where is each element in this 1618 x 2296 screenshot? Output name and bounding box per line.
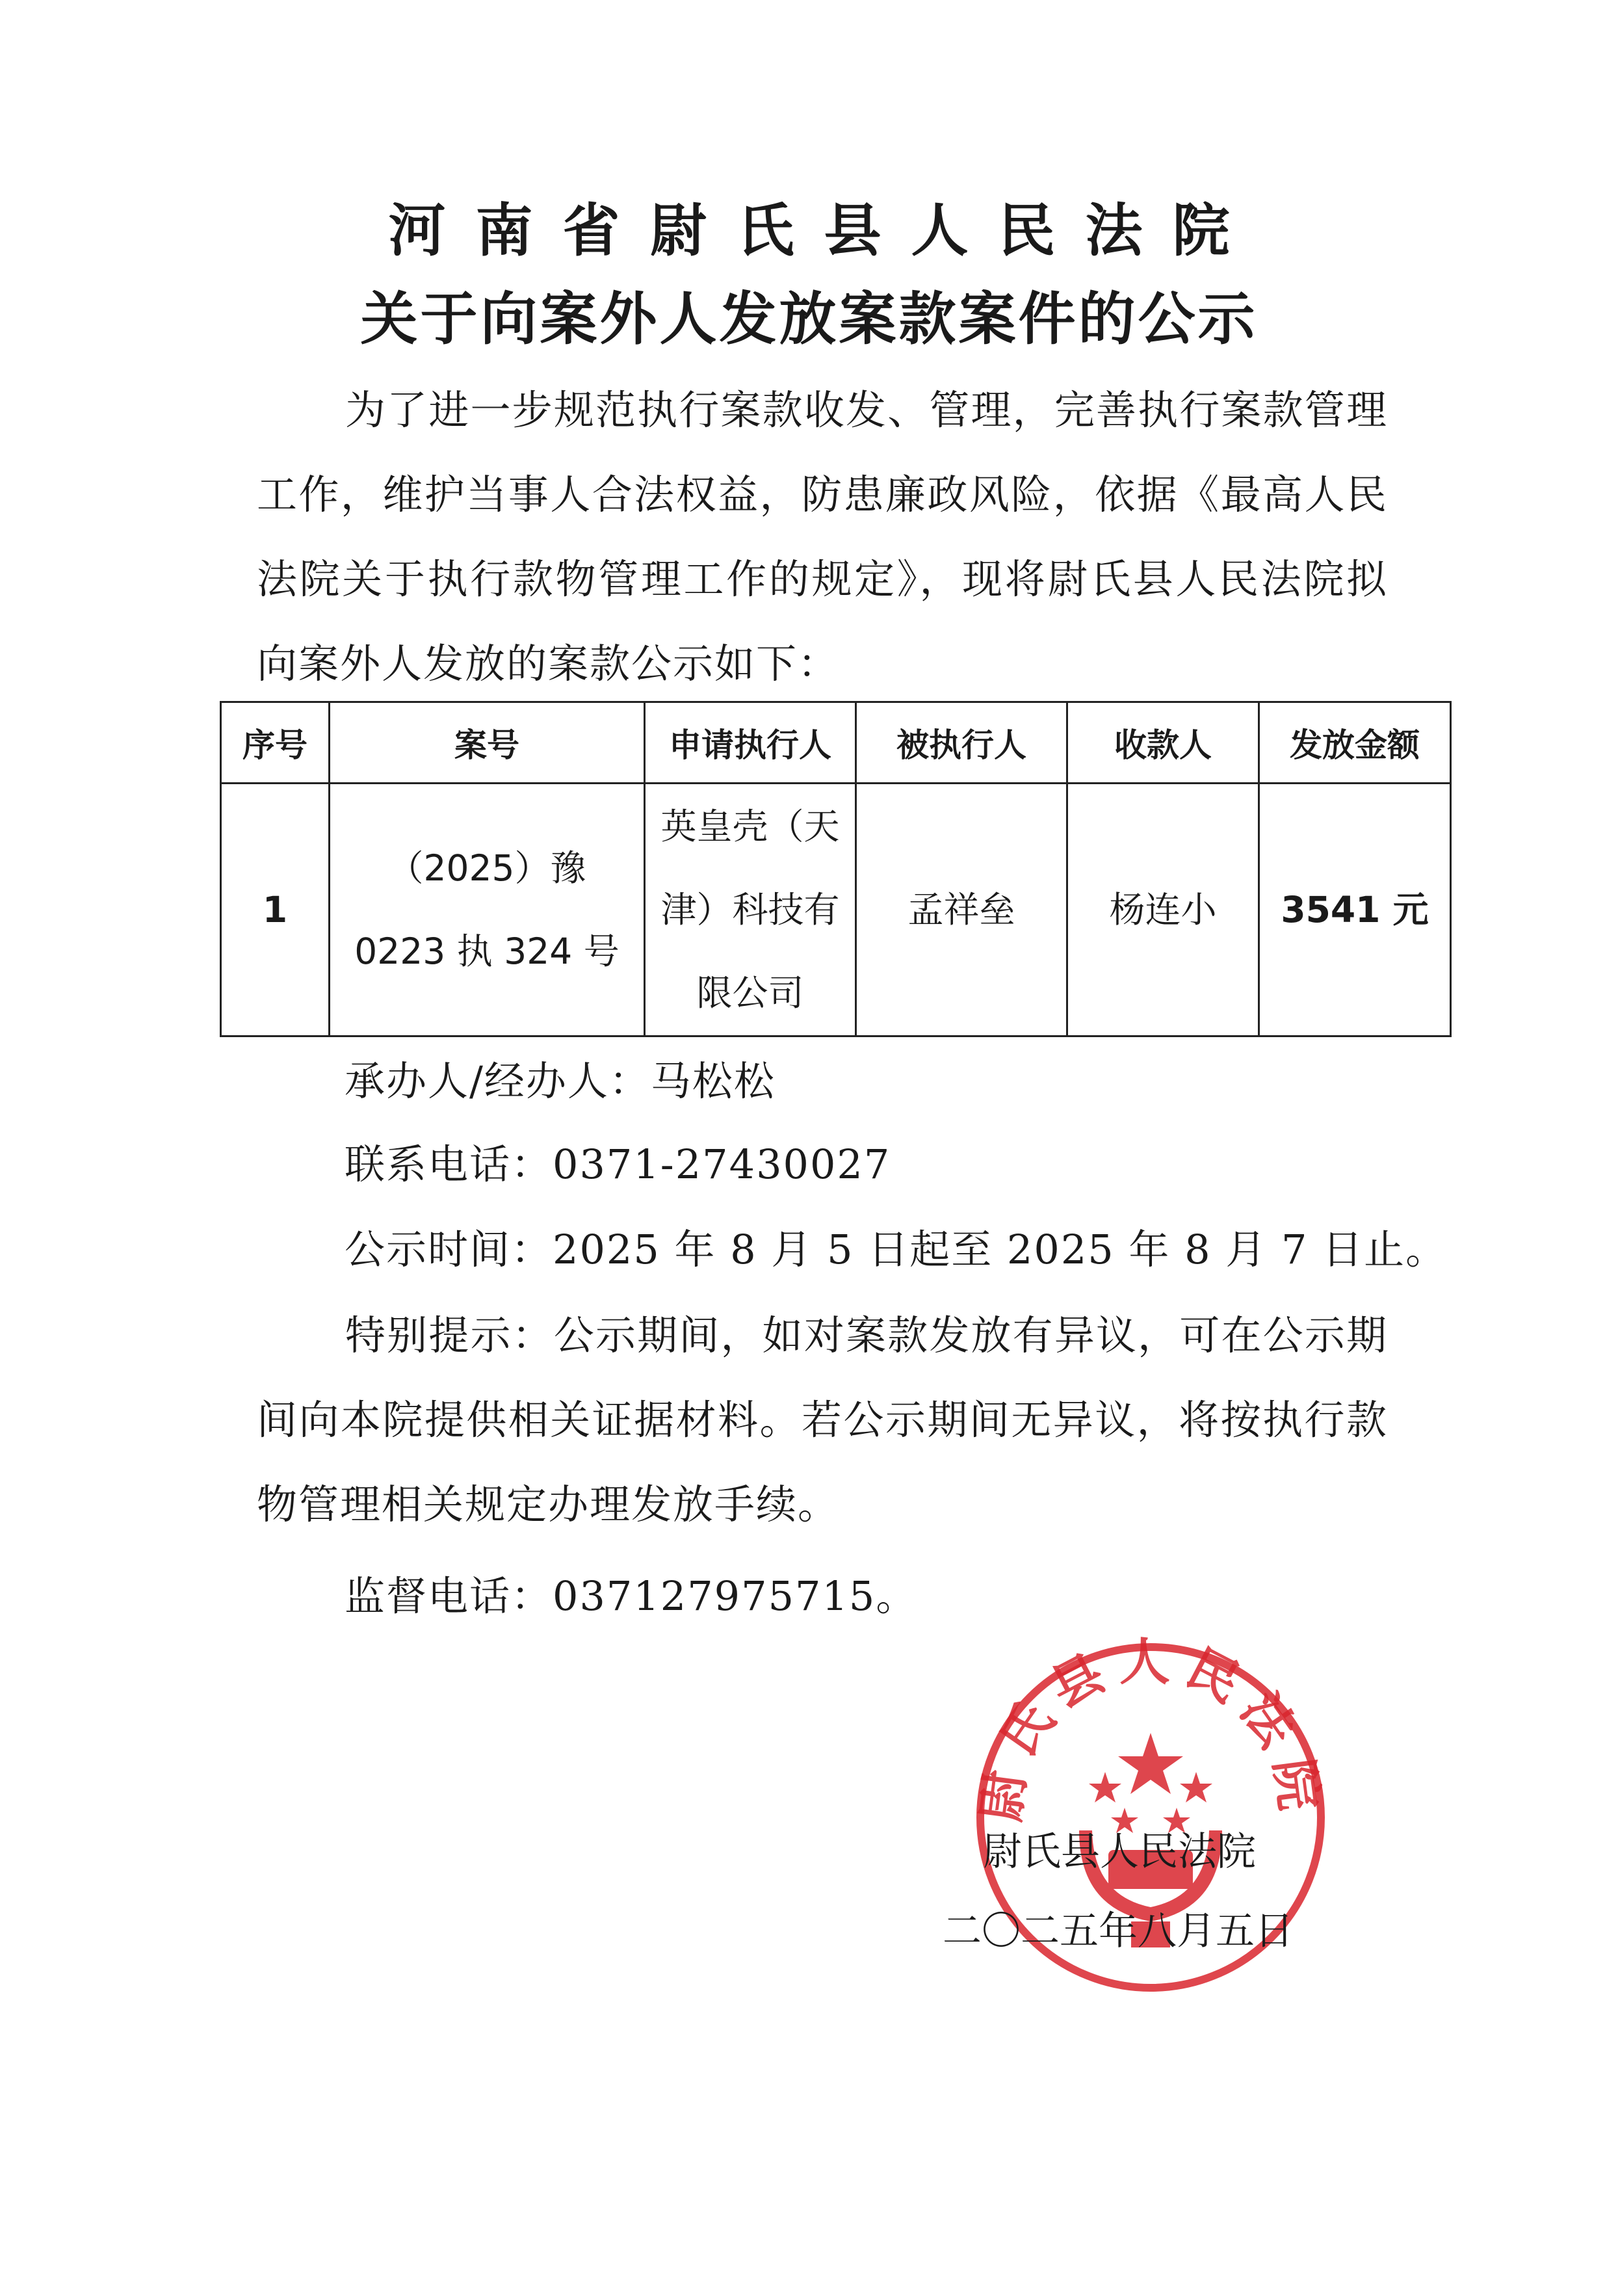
signature-court: 尉氏县人民法院 <box>983 1829 1256 1875</box>
cell-applicant: 英皇壳（天津）科技有限公司 <box>645 784 856 1036</box>
cell-case-no: （2025）豫 0223 执 324 号 <box>330 784 645 1036</box>
cell-respondent: 孟祥垒 <box>856 784 1067 1036</box>
title-line-1: 河南省尉氏县人民法院 <box>388 197 1260 264</box>
header-case-no: 案号 <box>330 702 645 784</box>
phone-line: 联系电话：0371-27430027 <box>345 1141 891 1188</box>
seal-text: 尉氏县人民法院 <box>972 1635 1329 1825</box>
header-respondent: 被执行人 <box>856 702 1067 784</box>
signature-date: 二〇二五年八月五日 <box>943 1908 1294 1954</box>
svg-text:尉氏县人民法院 <box>972 1635 1329 1825</box>
cell-no: 1 <box>221 784 330 1036</box>
handler-line: 承办人/经办人：马松松 <box>345 1057 776 1105</box>
header-applicant: 申请执行人 <box>645 702 856 784</box>
period-line: 公示时间：2025 年 8 月 5 日起至 2025 年 8 月 7 日止。 <box>345 1226 1448 1273</box>
table-row <box>221 784 1451 1036</box>
header-amount: 发放金额 <box>1259 702 1451 784</box>
cell-amount: 3541 元 <box>1259 784 1451 1036</box>
supervise-line: 监督电话：037127975715。 <box>345 1572 918 1620</box>
table-header-row <box>221 702 1451 784</box>
intro-paragraph: 为了进一步规范执行案款收发、管理，完善执行案款管理工作，维护当事人合法权益，防患廉政风险，依据《最高人民法院关于执行款物管理工作的规定》，现将尉氏县人民法院拟向案外人发放的案款公示如下： <box>257 386 1388 687</box>
case-table <box>220 701 1452 1037</box>
notice-paragraph: 特别提示：公示期间，如对案款发放有异议，可在公示期间向本院提供相关证据材料。若公示期间无异议，将按执行款物管理相关规定办理发放手续。 <box>257 1312 1388 1528</box>
title-line-2: 关于向案外人发放案款案件的公示 <box>360 285 1258 352</box>
cell-payee: 杨连小 <box>1067 784 1259 1036</box>
header-payee: 收款人 <box>1067 702 1259 784</box>
header-no: 序号 <box>221 702 330 784</box>
